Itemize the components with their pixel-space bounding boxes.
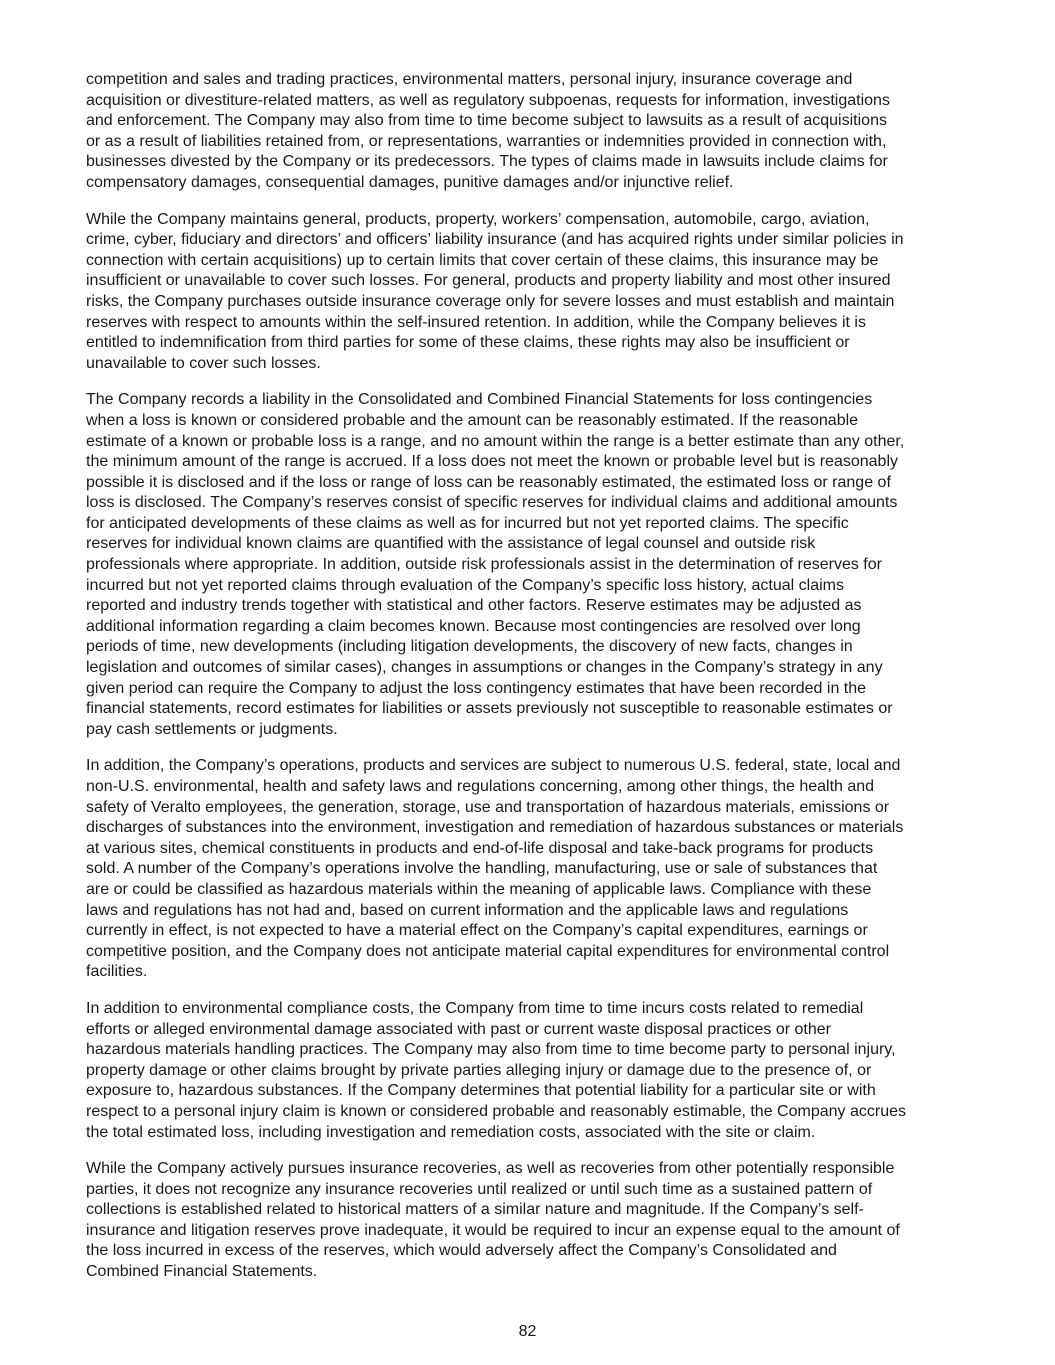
text-line: loss is disclosed. The Company’s reserves consist of specific reserves for individual claims and additional amounts [86, 494, 898, 512]
text-line: the total estimated loss, including investigation and remediation costs, associated with the site or claim. [86, 1123, 816, 1141]
text-line: the minimum amount of the range is accrued. If a loss does not meet the known or probable level but is reasonably [86, 453, 898, 471]
text-line: While the Company actively pursues insurance recoveries, as well as recoveries from other potentially responsible [86, 1160, 895, 1178]
text-line: incurred but not yet reported claims through evaluation of the Company’s specific loss history, actual claims [86, 576, 844, 594]
text-line: for anticipated developments of these claims as well as for incurred but not yet reported claims. The specific [86, 514, 849, 532]
text-line: In addition, the Company’s operations, products and services are subject to numerous U.S. federal, state, local and [86, 757, 901, 775]
text-line: discharges of substances into the environment, investigation and remediation of hazardous substances or materials [86, 819, 904, 837]
document-body [86, 70, 971, 1299]
paragraph-insurance-recoveries [86, 1159, 971, 1283]
text-line: acquisition or divestiture-related matters, as well as regulatory subpoenas, requests for information, investigations [86, 91, 890, 109]
paragraph-insurance-coverage [86, 210, 971, 375]
paragraph-environmental-laws [86, 756, 971, 983]
paragraph-loss-contingencies [86, 390, 971, 740]
paragraph-litigation-types [86, 70, 971, 194]
text-line: when a loss is known or considered probable and the amount can be reasonably estimated. If the reasonable [86, 411, 859, 429]
text-line: professionals where appropriate. In addition, outside risk professionals assist in the determination of reserves for [86, 556, 882, 574]
text-line: compensatory damages, consequential damages, punitive damages and/or injunctive relief. [86, 173, 734, 191]
text-line: The Company records a liability in the Consolidated and Combined Financial Statements for loss contingencies [86, 391, 873, 409]
text-line: Combined Financial Statements. [86, 1263, 318, 1281]
text-line: competitive position, and the Company does not anticipate material capital expenditures for environmental control [86, 942, 890, 960]
text-line: the loss incurred in excess of the reserves, which would adversely affect the Company’s Consolidated and [86, 1242, 837, 1260]
text-line: non-U.S. environmental, health and safety laws and regulations concerning, among other things, the health and [86, 778, 875, 795]
text-line: insufficient or unavailable to cover such losses. For general, products and property liability and most other insured [86, 272, 891, 290]
text-line: crime, cyber, fiduciary and directors’ and officers’ liability insurance (and has acquired rights under similar policies in [86, 231, 904, 249]
text-line: exposure to, hazardous substances. If the Company determines that potential liability for a particular site or with [86, 1082, 876, 1100]
text-line: safety of Veralto employees, the generation, storage, use and transportation of hazardous materials, emissions or [86, 798, 890, 816]
text-line: currently in effect, is not expected to have a material effect on the Company’s capital expenditures, earnings or [86, 922, 868, 940]
text-line: possible it is disclosed and if the loss or range of loss can be reasonably estimated, the estimated loss or range of [86, 473, 891, 491]
text-line: estimate of a known or probable loss is a range, and no amount within the range is a better estimate than any other, [86, 432, 905, 450]
text-line: While the Company maintains general, products, property, workers’ compensation, automobile, cargo, aviation, [86, 210, 870, 228]
text-line: property damage or other claims brought by private parties alleging injury or damage due to the presence of, or [86, 1061, 872, 1079]
text-line: reserves for individual known claims are quantified with the assistance of legal counsel and outside risk [86, 535, 816, 553]
text-line: parties, it does not recognize any insurance recoveries until realized or until such time as a sustained pattern of [86, 1180, 873, 1198]
text-line: respect to a personal injury claim is known or considered probable and reasonably estimable, the Company accrues [86, 1102, 906, 1120]
text-line: and enforcement. The Company may also from time to time become subject to lawsuits as a result of acquisitions [86, 112, 887, 130]
text-line: reported and industry trends together with statistical and other factors. Reserve estimates may be adjusted as [86, 597, 862, 615]
text-line: at various sites, chemical constituents in products and end-of-life disposal and take-back programs for products [86, 839, 874, 857]
text-line: efforts or alleged environmental damage associated with past or current waste disposal practices or other [86, 1020, 831, 1038]
text-line: pay cash settlements or judgments. [86, 720, 338, 738]
text-line: businesses divested by the Company or its predecessors. The types of claims made in lawsuits include claims for [86, 153, 888, 171]
page-number: 82 [518, 1323, 537, 1340]
text-line: risks, the Company purchases outside insurance coverage only for severe losses and must establish and maintain [86, 292, 895, 310]
text-line: laws and regulations has not had and, based on current information and the applicable laws and regulations [86, 901, 849, 919]
text-line: legislation and outcomes of similar cases), changes in assumptions or changes in the Company’s strategy in any [86, 659, 883, 677]
text-line: periods of time, new developments (including litigation developments, the discovery of new facts, changes in [86, 638, 853, 656]
text-line: hazardous materials handling practices. The Company may also from time to time become party to personal injury, [86, 1041, 896, 1059]
text-line: connection with certain acquisitions) up to certain limits that cover certain of these claims, this insurance may be [86, 251, 879, 269]
text-line: collections is established related to historical matters of a similar nature and magnitude. If the Company’s self- [86, 1201, 864, 1219]
text-line: financial statements, record estimates for liabilities or assets previously not susceptible to reasonable estimates or [86, 700, 893, 718]
paragraph-remediation-costs [86, 999, 971, 1143]
text-line: or as a result of liabilities retained from, or representations, warranties or indemnities provided in connection with, [86, 132, 887, 150]
text-line: are or could be classified as hazardous materials within the meaning of applicable laws. Compliance with these [86, 880, 872, 898]
text-line: competition and sales and trading practices, environmental matters, personal injury, insurance coverage and [86, 71, 853, 88]
text-line: insurance and litigation reserves prove inadequate, it would be required to incur an expense equal to the amount of [86, 1221, 900, 1239]
text-line: given period can require the Company to adjust the loss contingency estimates that have been recorded in the [86, 679, 867, 697]
text-line: In addition to environmental compliance costs, the Company from time to time incurs costs related to remedial [86, 999, 864, 1017]
text-line: entitled to indemnification from third parties for some of these claims, these rights may also be insufficient or [86, 334, 850, 352]
text-line: reserves with respect to amounts within the self-insured retention. In addition, while the Company believes it is [86, 313, 866, 331]
text-line: facilities. [86, 963, 148, 981]
text-line: unavailable to cover such losses. [86, 354, 321, 372]
text-line: additional information regarding a claim becomes known. Because most contingencies are resolved over long [86, 617, 861, 635]
text-line: sold. A number of the Company’s operations involve the handling, manufacturing, use or sale of substances that [86, 860, 878, 878]
